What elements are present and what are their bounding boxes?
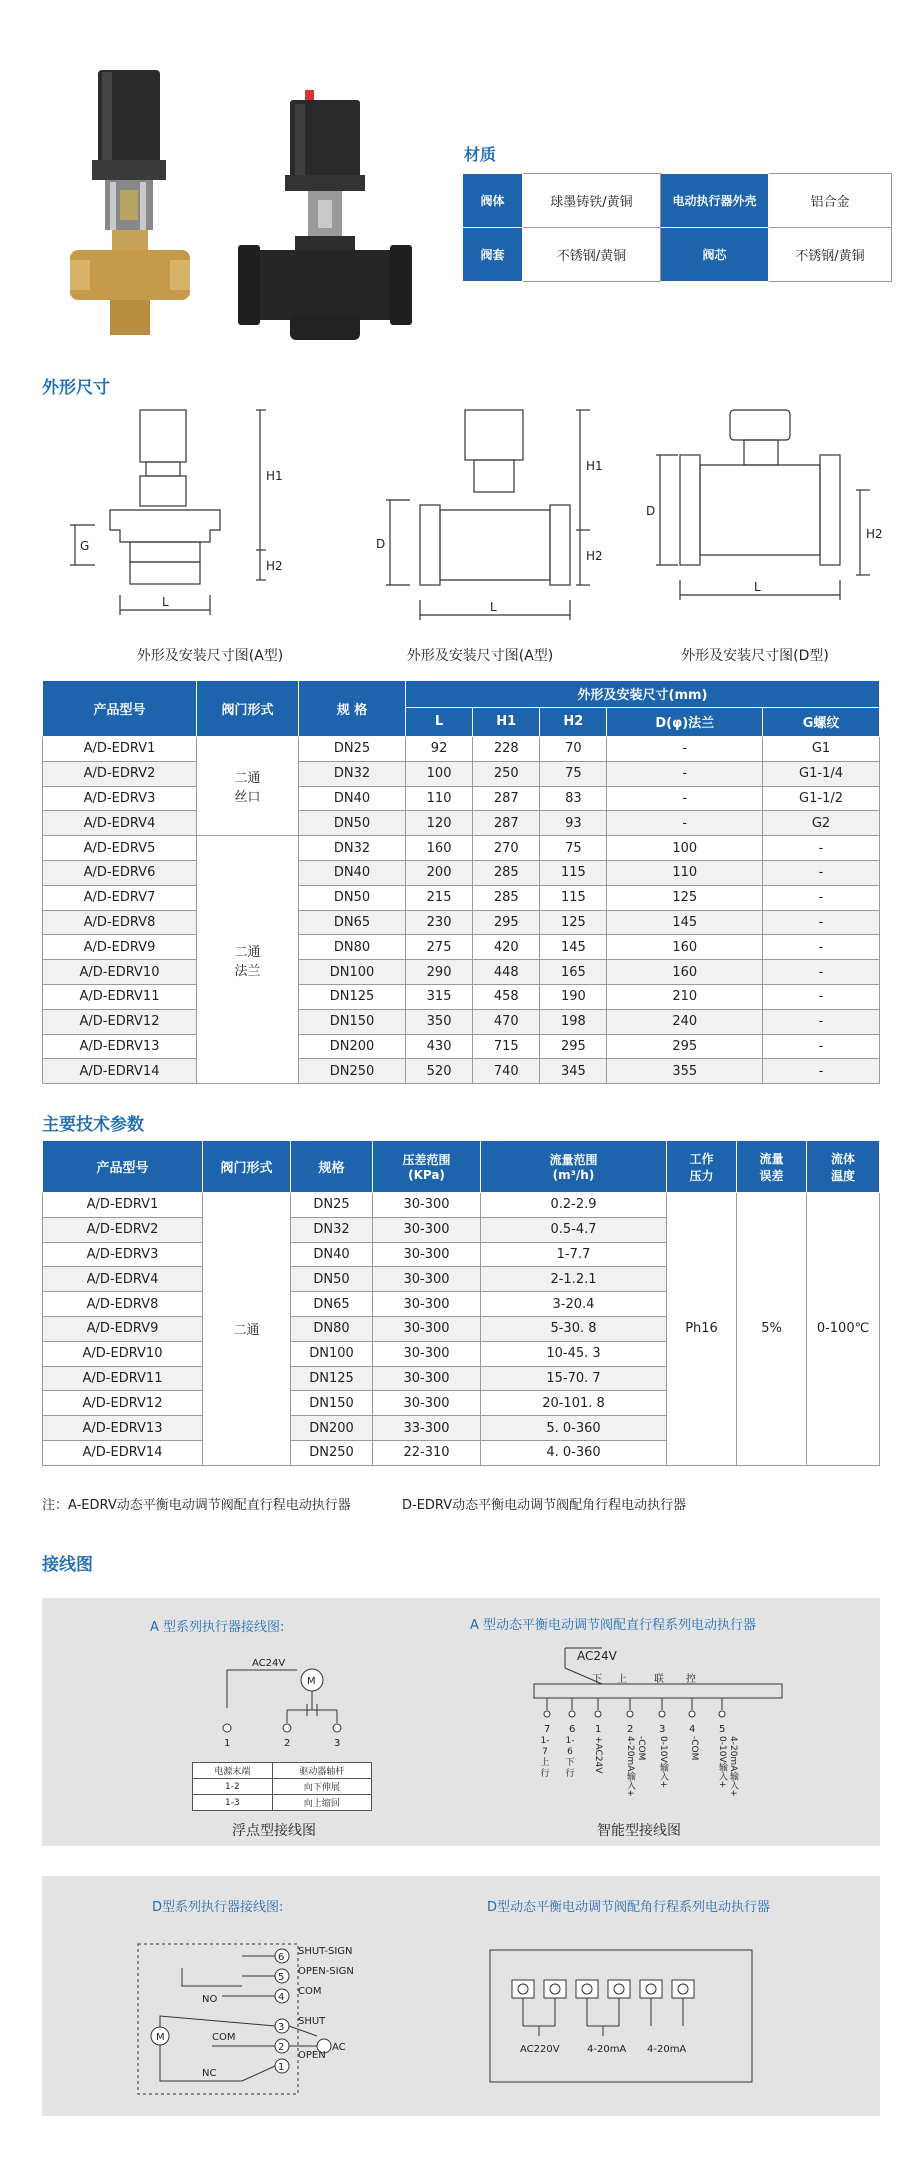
smart-wire-label: -COM xyxy=(689,1736,699,1761)
table-cell: 230 xyxy=(406,910,473,935)
terminal-label: AC xyxy=(332,2042,346,2053)
table-cell: 驱动器轴杆 xyxy=(272,1763,371,1779)
model-cell: A/D-EDRV11 xyxy=(43,1366,203,1391)
table-cell: 110 xyxy=(607,860,763,885)
table-cell: 30-300 xyxy=(373,1316,481,1341)
col-header: D(φ)法兰 xyxy=(607,707,763,736)
table-cell: - xyxy=(763,1059,880,1084)
drawing-d-flanged xyxy=(656,410,870,600)
table-cell: 295 xyxy=(473,910,540,935)
params-title: 主要技术参数 xyxy=(42,1115,144,1135)
table-cell: 30-300 xyxy=(373,1292,481,1317)
label-h1: H1 xyxy=(266,469,283,483)
drawing-a-threaded xyxy=(70,410,266,615)
col-header: 流量 误差 xyxy=(737,1141,807,1193)
terminal-num: 1 xyxy=(278,2062,285,2073)
model-cell: A/D-EDRV4 xyxy=(43,811,197,836)
table-cell: 350 xyxy=(406,1009,473,1034)
drawing-a-flanged xyxy=(386,410,590,620)
table-cell: - xyxy=(763,1009,880,1034)
col-header: 工作 压力 xyxy=(667,1141,737,1193)
table-cell: 430 xyxy=(406,1034,473,1059)
panel-d-right-title: D型动态平衡电动调节阀配角行程系列电动执行器 xyxy=(487,1900,771,1915)
table-cell: 315 xyxy=(406,984,473,1009)
brass-valve-photo xyxy=(70,70,190,335)
model-cell: A/D-EDRV11 xyxy=(43,984,197,1009)
table-cell: 115 xyxy=(540,860,607,885)
model-cell: A/D-EDRV9 xyxy=(43,935,197,960)
table-cell: - xyxy=(763,910,880,935)
smart-caption: 智能型接线图 xyxy=(597,1823,681,1839)
table-cell: 30-300 xyxy=(373,1366,481,1391)
motor-label: M xyxy=(307,1676,316,1687)
table-cell: 30-300 xyxy=(373,1217,481,1242)
table-row xyxy=(463,174,892,228)
col-header: H2 xyxy=(540,707,607,736)
motor-label: M xyxy=(156,2032,165,2043)
label-g: G xyxy=(80,539,90,553)
table-cell: 2-1.2.1 xyxy=(481,1267,667,1292)
col-header: 产品型号 xyxy=(43,681,197,737)
table-cell: 33-300 xyxy=(373,1416,481,1441)
drawing-caption: 外形及安装尺寸图(D型) xyxy=(681,648,829,664)
model-cell: A/D-EDRV4 xyxy=(43,1267,203,1292)
table-header-row xyxy=(43,1141,880,1193)
table-cell: 30-300 xyxy=(373,1391,481,1416)
table-cell: 30-300 xyxy=(373,1193,481,1218)
table-row xyxy=(463,228,892,282)
table-cell: 125 xyxy=(607,885,763,910)
table-cell: 470 xyxy=(473,1009,540,1034)
smart-wire-label: 4-20mA输入+ 0-10V输入+ xyxy=(717,1736,738,1797)
table-cell: DN40 xyxy=(291,1242,373,1267)
model-cell: A/D-EDRV6 xyxy=(43,860,197,885)
table-cell: 30-300 xyxy=(373,1267,481,1292)
valve-form-cell: 二通 xyxy=(203,1193,291,1466)
table-cell: 285 xyxy=(473,860,540,885)
table-cell: 160 xyxy=(406,836,473,861)
label-l: L xyxy=(490,600,497,614)
model-cell: A/D-EDRV12 xyxy=(43,1009,197,1034)
table-cell: 70 xyxy=(540,737,607,762)
smart-terminal-num: 6 xyxy=(569,1724,576,1735)
table-cell: 1-2 xyxy=(193,1779,273,1795)
table-cell: 740 xyxy=(473,1059,540,1084)
table-cell: 115 xyxy=(540,885,607,910)
table-cell: 520 xyxy=(406,1059,473,1084)
col-header: 压差范围 (KPa) xyxy=(373,1141,481,1193)
smart-top-label: 联 xyxy=(654,1674,664,1685)
table-cell: G1-1/2 xyxy=(763,786,880,811)
drawing-caption: 外形及安装尺寸图(A型) xyxy=(136,648,284,664)
table-cell: DN200 xyxy=(299,1034,406,1059)
smart-wire-label: 0-10V输入+ xyxy=(658,1736,668,1789)
wiring-title: 接线图 xyxy=(42,1555,93,1575)
col-header: G螺纹 xyxy=(763,707,880,736)
ac24v-label: AC24V xyxy=(252,1658,286,1669)
table-cell: DN100 xyxy=(291,1341,373,1366)
table-cell: 3-20.4 xyxy=(481,1292,667,1317)
table-cell: 20-101. 8 xyxy=(481,1391,667,1416)
table-cell: - xyxy=(763,935,880,960)
smart-wire-label: -COM 4-20mA输入+ xyxy=(625,1736,646,1797)
col-header: 阀门形式 xyxy=(203,1141,291,1193)
valve-form-cell xyxy=(197,836,299,1084)
smart-wire-label: +AC24V xyxy=(593,1736,603,1774)
table-cell: 不锈钢/黄铜 xyxy=(523,228,661,282)
table-row xyxy=(43,761,880,786)
table-cell: DN40 xyxy=(299,786,406,811)
terminal-num: 3 xyxy=(334,1738,341,1749)
table-cell: G1-1/4 xyxy=(763,761,880,786)
smart-wire-label: 1-6 下 行 xyxy=(565,1736,575,1779)
col-header: 流体 温度 xyxy=(807,1141,880,1193)
table-cell: 295 xyxy=(607,1034,763,1059)
terminal-label: COM xyxy=(298,1986,322,1997)
terminal-label: SHUT-SIGN xyxy=(298,1946,353,1957)
model-cell: A/D-EDRV10 xyxy=(43,960,197,985)
table-cell: 190 xyxy=(540,984,607,1009)
table-cell: 355 xyxy=(607,1059,763,1084)
table-cell: 5-30. 8 xyxy=(481,1316,667,1341)
smart-top-label: 控 xyxy=(686,1674,696,1685)
terminal-num: 5 xyxy=(278,1972,285,1983)
col-header: 产品型号 xyxy=(43,1141,203,1193)
flanged-valve-photo xyxy=(238,90,412,340)
table-cell: 715 xyxy=(473,1034,540,1059)
contact-label: NC xyxy=(202,2068,217,2079)
table-row xyxy=(193,1763,372,1779)
note-a: 注：A-EDRV动态平衡电动调节阀配直行程电动执行器 xyxy=(42,1498,351,1513)
smart-top-label: 下 xyxy=(592,1674,602,1685)
table-cell: 287 xyxy=(473,811,540,836)
model-cell: A/D-EDRV12 xyxy=(43,1391,203,1416)
wiring-panel-a xyxy=(42,1598,880,1846)
table-cell: 10-45. 3 xyxy=(481,1341,667,1366)
smart-terminal-num: 2 xyxy=(627,1724,634,1735)
bottom-label: AC220V xyxy=(520,2044,560,2055)
table-cell: 不锈钢/黄铜 xyxy=(769,228,892,282)
model-cell: A/D-EDRV14 xyxy=(43,1440,203,1465)
table-cell: DN150 xyxy=(299,1009,406,1034)
table-cell: DN50 xyxy=(299,811,406,836)
table-cell: DN40 xyxy=(299,860,406,885)
label-h1: H1 xyxy=(586,459,603,473)
material-table xyxy=(462,173,892,282)
table-row xyxy=(43,786,880,811)
floating-caption: 浮点型接线图 xyxy=(232,1823,316,1839)
smart-top-label: 上 xyxy=(617,1674,627,1685)
model-cell: A/D-EDRV13 xyxy=(43,1034,197,1059)
model-cell: A/D-EDRV8 xyxy=(43,1292,203,1317)
table-row xyxy=(43,1009,880,1034)
material-title: 材质 xyxy=(464,145,497,164)
model-cell: A/D-EDRV7 xyxy=(43,885,197,910)
table-row xyxy=(193,1795,372,1811)
table-cell: 1-7.7 xyxy=(481,1242,667,1267)
table-cell: 215 xyxy=(406,885,473,910)
table-cell: 100 xyxy=(406,761,473,786)
table-cell: 4. 0-360 xyxy=(481,1440,667,1465)
table-cell: 165 xyxy=(540,960,607,985)
table-cell: 120 xyxy=(406,811,473,836)
label-h2: H2 xyxy=(586,549,603,563)
table-cell: DN50 xyxy=(299,885,406,910)
dimensions-table xyxy=(42,680,880,1084)
table-cell: DN65 xyxy=(299,910,406,935)
table-cell: 铝合金 xyxy=(769,174,892,228)
table-cell: 30-300 xyxy=(373,1341,481,1366)
table-cell: DN100 xyxy=(299,960,406,985)
table-row xyxy=(43,984,880,1009)
wiring-diagram-a xyxy=(42,1598,880,1846)
table-cell: - xyxy=(607,786,763,811)
table-cell: 阀芯 xyxy=(661,228,769,282)
table-cell: 75 xyxy=(540,761,607,786)
table-cell: - xyxy=(763,960,880,985)
col-header: L xyxy=(406,707,473,736)
bottom-label: 4-20mA xyxy=(647,2044,687,2055)
table-cell: 15-70. 7 xyxy=(481,1366,667,1391)
label-h2: H2 xyxy=(266,559,283,573)
table-cell: DN25 xyxy=(291,1193,373,1218)
label-d: D xyxy=(646,504,656,518)
terminal-label: SHUT xyxy=(298,2016,326,2027)
table-cell: 198 xyxy=(540,1009,607,1034)
table-cell: 83 xyxy=(540,786,607,811)
table-cell: 1-3 xyxy=(193,1795,273,1811)
table-cell: 0.2-2.9 xyxy=(481,1193,667,1218)
table-cell: DN250 xyxy=(291,1440,373,1465)
table-cell: DN200 xyxy=(291,1416,373,1441)
table-cell: 275 xyxy=(406,935,473,960)
table-row xyxy=(43,885,880,910)
table-header-row xyxy=(43,681,880,708)
table-cell: 30-300 xyxy=(373,1242,481,1267)
table-cell: 448 xyxy=(473,960,540,985)
smart-ac24v-label: AC24V xyxy=(577,1649,617,1663)
valve-form-cell xyxy=(197,737,299,836)
model-cell: A/D-EDRV14 xyxy=(43,1059,197,1084)
table-cell: - xyxy=(763,885,880,910)
table-cell: 球墨铸铁/黄铜 xyxy=(523,174,661,228)
table-cell: 160 xyxy=(607,935,763,960)
table-cell: DN32 xyxy=(299,761,406,786)
table-cell: 228 xyxy=(473,737,540,762)
table-cell: DN50 xyxy=(291,1267,373,1292)
table-row xyxy=(43,960,880,985)
table-cell: DN125 xyxy=(299,984,406,1009)
table-cell: 160 xyxy=(607,960,763,985)
model-cell: A/D-EDRV9 xyxy=(43,1316,203,1341)
contact-label: COM xyxy=(212,2032,236,2043)
table-row xyxy=(43,1059,880,1084)
terminal-label: OPEN xyxy=(298,2050,326,2061)
table-cell: 电源末端 xyxy=(193,1763,273,1779)
col-header: 规 格 xyxy=(299,681,406,737)
table-row xyxy=(193,1779,372,1795)
table-cell: DN25 xyxy=(299,737,406,762)
col-header: 阀门形式 xyxy=(197,681,299,737)
wiring-diagram-d xyxy=(42,1876,880,2116)
terminal-num: 3 xyxy=(278,2022,285,2033)
model-cell: A/D-EDRV2 xyxy=(43,1217,203,1242)
smart-terminal-num: 7 xyxy=(544,1724,551,1735)
table-cell: 420 xyxy=(473,935,540,960)
table-cell: DN80 xyxy=(299,935,406,960)
table-cell: - xyxy=(763,1034,880,1059)
model-cell: A/D-EDRV10 xyxy=(43,1341,203,1366)
error-cell: 5% xyxy=(737,1193,807,1466)
label-l: L xyxy=(162,595,169,609)
smart-terminal-num: 4 xyxy=(689,1724,696,1735)
valve-form-line: 二通 xyxy=(234,944,261,960)
drawing-caption: 外形及安装尺寸图(A型) xyxy=(406,648,554,664)
table-cell: 75 xyxy=(540,836,607,861)
table-cell: 阀套 xyxy=(463,228,523,282)
smart-terminal-num: 5 xyxy=(719,1724,726,1735)
table-cell: 285 xyxy=(473,885,540,910)
table-cell: 阀体 xyxy=(463,174,523,228)
model-cell: A/D-EDRV5 xyxy=(43,836,197,861)
terminal-num: 2 xyxy=(284,1738,291,1749)
table-cell: 287 xyxy=(473,786,540,811)
col-header: 流量范围 (m³/h) xyxy=(481,1141,667,1193)
table-row xyxy=(43,935,880,960)
label-h2: H2 xyxy=(866,527,883,541)
terminal-num: 4 xyxy=(278,1992,285,2003)
table-cell: - xyxy=(763,984,880,1009)
table-cell: 290 xyxy=(406,960,473,985)
col-header: 规格 xyxy=(291,1141,373,1193)
table-cell: 93 xyxy=(540,811,607,836)
contact-label: NO xyxy=(202,1994,218,2005)
col-header-group: 外形及安装尺寸(mm) xyxy=(406,681,880,708)
model-cell: A/D-EDRV3 xyxy=(43,786,197,811)
col-header: H1 xyxy=(473,707,540,736)
model-cell: A/D-EDRV13 xyxy=(43,1416,203,1441)
smart-terminal-num: 1 xyxy=(595,1724,602,1735)
table-cell: DN65 xyxy=(291,1292,373,1317)
table-cell: 5. 0-360 xyxy=(481,1416,667,1441)
table-cell: 270 xyxy=(473,836,540,861)
table-cell: - xyxy=(607,737,763,762)
table-row xyxy=(43,811,880,836)
table-row xyxy=(43,1193,880,1218)
table-cell: 92 xyxy=(406,737,473,762)
table-row xyxy=(43,860,880,885)
table-cell: DN125 xyxy=(291,1366,373,1391)
table-cell: DN150 xyxy=(291,1391,373,1416)
table-cell: 110 xyxy=(406,786,473,811)
dimensions-title: 外形尺寸 xyxy=(42,378,110,398)
table-cell: G1 xyxy=(763,737,880,762)
terminal-num: 2 xyxy=(278,2042,285,2053)
table-row xyxy=(43,910,880,935)
table-cell: 向上缩回 xyxy=(272,1795,371,1811)
table-cell: 145 xyxy=(540,935,607,960)
smart-terminal-num: 3 xyxy=(659,1724,666,1735)
table-cell: DN80 xyxy=(291,1316,373,1341)
table-cell: 145 xyxy=(607,910,763,935)
wiring-panel-d xyxy=(42,1876,880,2116)
table-cell: 100 xyxy=(607,836,763,861)
terminal-num: 1 xyxy=(224,1738,231,1749)
params-table xyxy=(42,1140,880,1466)
model-cell: A/D-EDRV1 xyxy=(43,1193,203,1218)
terminal-label: OPEN-SIGN xyxy=(298,1966,354,1977)
table-cell: 240 xyxy=(607,1009,763,1034)
pressure-cell: Ph16 xyxy=(667,1193,737,1466)
table-row xyxy=(43,737,880,762)
table-cell: 250 xyxy=(473,761,540,786)
bottom-label: 4-20mA xyxy=(587,2044,627,2055)
table-cell: G2 xyxy=(763,811,880,836)
table-cell: 22-310 xyxy=(373,1440,481,1465)
table-row xyxy=(43,836,880,861)
valve-form-line: 法兰 xyxy=(234,963,261,979)
table-cell: 458 xyxy=(473,984,540,1009)
table-cell: 295 xyxy=(540,1034,607,1059)
product-photos xyxy=(50,60,420,360)
table-cell: 210 xyxy=(607,984,763,1009)
table-cell: 电动执行器外壳 xyxy=(661,174,769,228)
table-cell: 125 xyxy=(540,910,607,935)
note-d: D-EDRV动态平衡电动调节阀配角行程电动执行器 xyxy=(402,1498,687,1513)
smart-wire-label: 1-7 上 行 xyxy=(540,1736,550,1779)
table-cell: DN32 xyxy=(291,1217,373,1242)
model-cell: A/D-EDRV2 xyxy=(43,761,197,786)
table-cell: DN250 xyxy=(299,1059,406,1084)
table-cell: DN32 xyxy=(299,836,406,861)
dimension-drawings xyxy=(60,400,883,640)
table-cell: 向下伸展 xyxy=(272,1779,371,1795)
floating-truth-table xyxy=(192,1762,372,1811)
label-l: L xyxy=(754,580,761,594)
table-row xyxy=(43,1034,880,1059)
panel-d-left-title: D型系列执行器接线图: xyxy=(152,1900,284,1915)
valve-form-line: 二通 xyxy=(234,771,261,787)
table-cell: 200 xyxy=(406,860,473,885)
temp-cell: 0-100℃ xyxy=(807,1193,880,1466)
table-cell: - xyxy=(763,860,880,885)
table-cell: 345 xyxy=(540,1059,607,1084)
model-cell: A/D-EDRV8 xyxy=(43,910,197,935)
panel-a-left-title: A 型系列执行器接线图: xyxy=(150,1620,285,1635)
model-cell: A/D-EDRV3 xyxy=(43,1242,203,1267)
label-d: D xyxy=(376,537,386,551)
table-cell: - xyxy=(607,761,763,786)
panel-a-right-title: A 型动态平衡电动调节阀配直行程系列电动执行器 xyxy=(470,1618,757,1633)
table-cell: - xyxy=(607,811,763,836)
valve-form-line: 丝口 xyxy=(234,790,261,806)
terminal-num: 6 xyxy=(278,1952,285,1963)
table-cell: 0.5-4.7 xyxy=(481,1217,667,1242)
model-cell: A/D-EDRV1 xyxy=(43,737,197,762)
table-cell: - xyxy=(763,836,880,861)
